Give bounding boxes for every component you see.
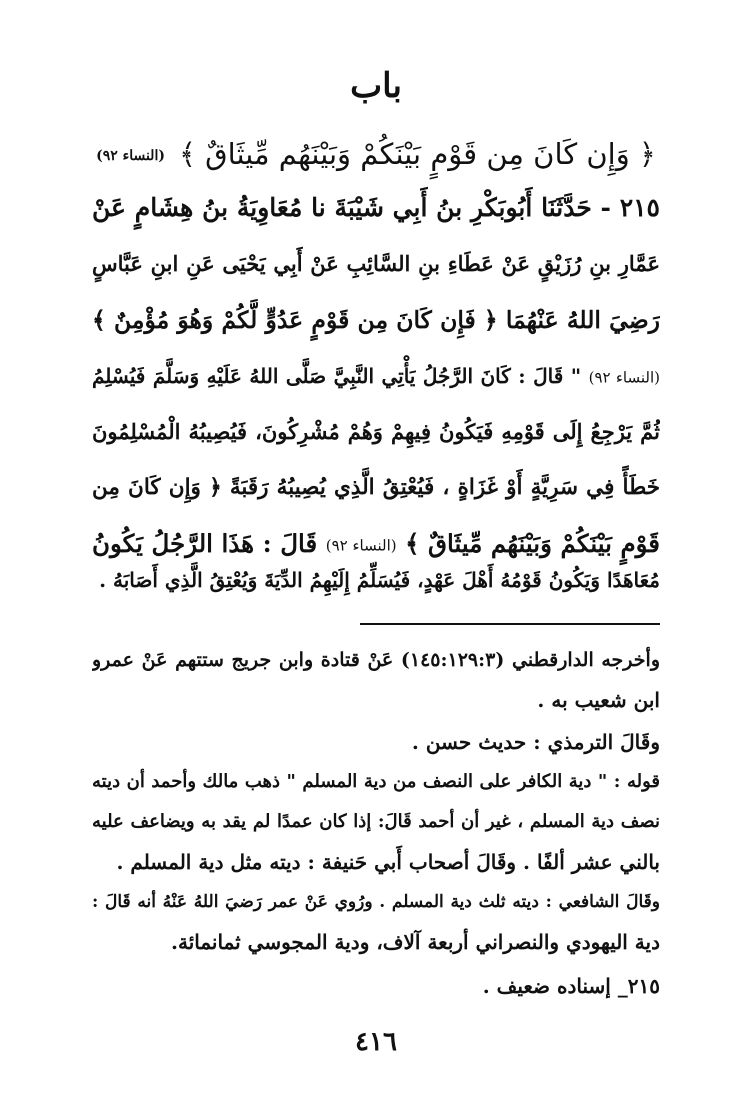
footnote-line: بالني عشر ألفًا . وقَالَ أصحاب أَبي حَنيفة : ديته مثل دية المسلم . — [116, 850, 660, 874]
hadith-text: ثُمَّ يَرْجِعُ إِلَى قَوْمِهِ فَيَكُونُ فِيهِمْ وَهُمْ مُشْرِكُونَ، فَيُصِيبُهُ الْمُسْلِمُونَ — [92, 419, 660, 444]
verse-reference: (النساء ٩٢) — [96, 148, 165, 164]
hadith-line-3 — [92, 292, 660, 348]
hadith-text: ٢١٥ - حَدَّثَنَا أَبُوبَكْرِ بنُ أَبِي شَيْبَةَ نا مُعَاوِيَةُ بنُ هِشَامٍ عَنْ — [92, 193, 660, 222]
verse-reference: (النساء ٩٢) — [325, 536, 397, 555]
hadith-text: قَالَ : هَذَا الرَّجُلُ يَكُونُ — [92, 529, 318, 558]
hadith-line-5 — [92, 404, 660, 460]
footnote-line: وقَالَ الترمذي : حديث حسن . — [411, 730, 660, 754]
footnote-divider — [360, 623, 660, 625]
chapter-title: باب — [350, 66, 402, 106]
hadith-text: خَطَأً فِي سَرِيَّةٍ أَوْ غَزَاةٍ ، فَيُعْتِقُ الَّذِي يُصِيبُهُ رَقَبَةً ﴿ وَإِن كَانَ مِن — [92, 475, 660, 500]
verse-text: ﴿ وَإِن كَانَ مِن قَوْمٍ بَيْنَكُمْ وَبَيْنَهُم مِّيثَاقٌ ﴾ — [178, 137, 656, 171]
hadith-line-1 — [92, 180, 660, 236]
hadith-text: رَضِيَ اللهُ عَنْهُمَا ﴿ فَإِن كَانَ مِن قَوْمٍ عَدُوٍّ لَّكُمْ وَهُوَ مُؤْمِنٌ ﴾ — [92, 306, 660, 334]
footnote-line: دية اليهودي والنصراني أربعة آلاف، ودية المجوسي ثمانمائة. — [171, 930, 660, 954]
footnote-line: وأخرجه الدارقطني (١٤٥:١٢٩:٣) عَنْ قتادة وابن جريج ستتهم عَنْ عمرو — [92, 649, 660, 671]
quran-verse-header — [96, 126, 656, 184]
hadith-line-4 — [92, 348, 660, 406]
hadith-text: قَوْمٍ بَيْنَكُمْ وَبَيْنَهُم مِّيثَاقٌ ﴾ — [405, 529, 660, 558]
hadith-line-2 — [92, 236, 660, 292]
footnote-line: ابن شعيب به . — [537, 688, 660, 712]
footnote-line: ٢١٥_ إسناده ضعيف . — [482, 974, 660, 998]
footnote-line: قوله : " دية الكافر على النصف من دية المسلم " ذهب مالك وأحمد أن ديته — [92, 771, 660, 792]
footnote-line: وقَالَ الشافعي : ديته ثلث دية المسلم . ورُوي عَنْ عمر رَضيَ اللهُ عَنْهُ أنه قَالَ : — [92, 892, 660, 912]
hadith-line-8 — [92, 552, 660, 608]
page-number: ٤١٦ — [355, 1027, 397, 1057]
hadith-text: مُعَاهَدًا وَيَكُونُ قَوْمُهُ أَهْلَ عَهْدٍ، فَيُسَلِّمُ إِلَيْهِمُ الدِّيَةَ وَيُعْتِقُ الَّذِي أَصَابَهُ . — [99, 568, 660, 592]
verse-reference: (النساء ٩٢) — [588, 368, 660, 387]
hadith-line-6 — [92, 460, 660, 516]
footnote-line: نصف دية المسلم ، غير أن أحمد قَالَ: إذا كان عمدًا لم يقد به ويضاعف عليه — [92, 811, 660, 832]
hadith-text: عَمَّارِ بنِ رُزَيْقٍ عَنْ عَطَاءِ بنِ السَّائِبِ عَنْ أَبِي يَحْيَى عَنِ ابنِ عَبَّاسٍ — [92, 251, 660, 276]
hadith-text: " قَالَ : كَانَ الرَّجُلُ يَأْتِي النَّبِيَّ صَلَّى اللهُ عَلَيْهِ وَسَلَّمَ فَيُسْلِمُ — [92, 364, 589, 388]
